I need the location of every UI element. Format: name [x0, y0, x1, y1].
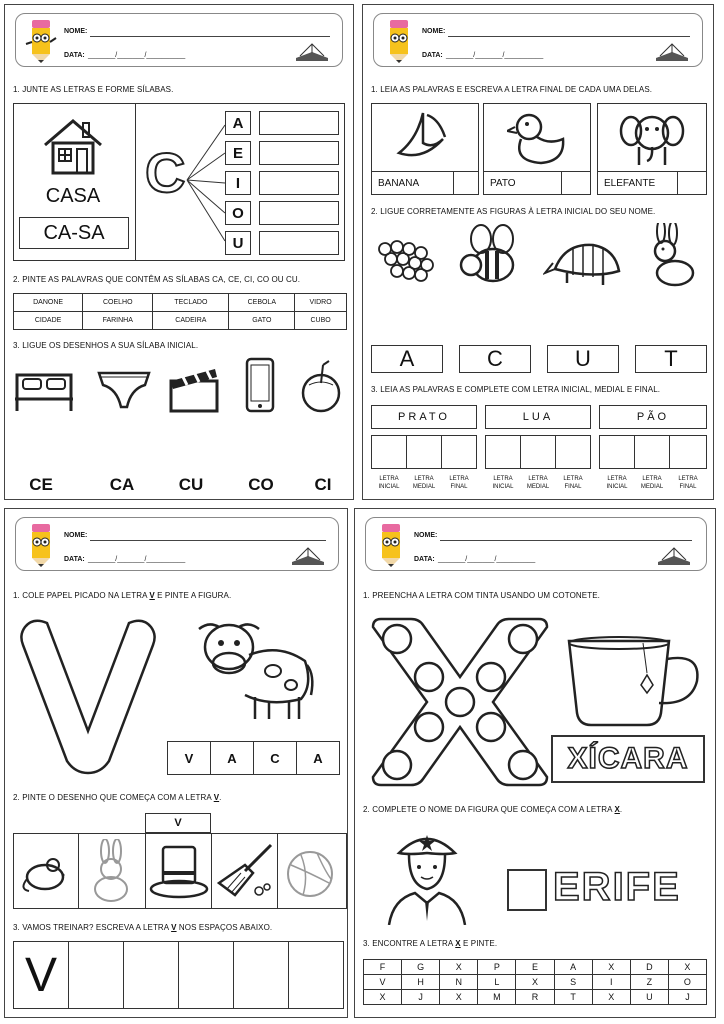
grid-cell[interactable]: X — [364, 990, 402, 1005]
answer-box[interactable] — [485, 435, 521, 469]
question-3: 3. LEIA AS PALAVRAS E COMPLETE COM LETRA INICIAL, MEDIAL E FINAL. — [371, 385, 661, 394]
grid-cell[interactable]: X — [440, 990, 478, 1005]
practice-cell[interactable] — [68, 941, 124, 1009]
word-elefante: ELEFANTE — [604, 178, 656, 189]
bee-icon — [457, 221, 523, 291]
syllable-ca: CA — [109, 475, 135, 494]
word-cell[interactable]: DANONE — [14, 294, 83, 312]
underwear-icon — [95, 367, 153, 413]
question-2 — [13, 793, 221, 802]
word-prato: PRATO — [371, 405, 477, 429]
word-cell[interactable]: GATO — [229, 312, 295, 330]
ball-icon[interactable] — [285, 849, 335, 899]
col-label-line: FINAL — [450, 484, 468, 490]
worksheet-4 — [354, 508, 716, 1018]
q3-text-end: E PINTE. — [460, 939, 498, 948]
clapperboard-icon — [167, 363, 223, 413]
answer-box[interactable] — [677, 171, 707, 195]
ca-sa-box: CA-SA — [19, 217, 129, 249]
pencil-mascot-icon — [24, 18, 58, 64]
q3-letter: X — [455, 939, 461, 948]
vaca-letter: A — [210, 741, 254, 775]
cup-icon — [563, 633, 707, 729]
question-3 — [363, 939, 497, 948]
xicara-word: XÍCARA — [567, 742, 689, 775]
nome-label: NOME: — [422, 28, 446, 35]
grid-cell[interactable]: V — [364, 975, 402, 990]
word-cell[interactable]: TECLADO — [153, 294, 229, 312]
word-pao: PÃO — [599, 405, 707, 429]
erife-word: ERIFE — [553, 865, 681, 909]
answer-box[interactable] — [441, 435, 477, 469]
col-label-line: INICIAL — [492, 484, 514, 490]
answer-box[interactable] — [259, 201, 339, 225]
grid-cell[interactable]: O — [668, 975, 706, 990]
grid-cell[interactable]: I — [592, 975, 630, 990]
col-label — [371, 475, 407, 491]
grid-cell[interactable]: Z — [630, 975, 668, 990]
missing-letter-box[interactable] — [507, 869, 547, 911]
data-line[interactable]: _______/_______/__________ — [88, 556, 186, 563]
coconut-icon — [299, 357, 343, 415]
col-label-line: MEDIAL — [640, 484, 664, 490]
practice-cell[interactable] — [233, 941, 289, 1009]
question-1: 1. JUNTE AS LETRAS E FORME SÍLABAS. — [13, 85, 174, 94]
data-label: DATA: — [64, 556, 85, 563]
q1-letter: V — [149, 591, 155, 600]
syllable-ci: CI — [314, 475, 332, 494]
q3-text-end: NOS ESPAÇOS ABAIXO. — [176, 923, 273, 932]
vaca-letter: A — [296, 741, 340, 775]
syllable-cu: CU — [178, 475, 204, 494]
col-label-line: FINAL — [679, 484, 697, 490]
question-2: 2. PINTE AS PALAVRAS QUE CONTÊM AS SÍLABAS CA, CE, CI, CO OU CU. — [13, 275, 301, 284]
phone-icon — [243, 357, 277, 415]
grid-cell[interactable]: M — [478, 990, 516, 1005]
book-icon — [290, 544, 326, 566]
big-letter-v[interactable] — [13, 613, 163, 777]
q2-text: 2. COMPLETE O NOME DA FIGURA QUE COMEÇA COM A LETRA — [363, 805, 615, 814]
word-pato: PATO — [490, 178, 516, 189]
answer-box[interactable] — [259, 141, 339, 165]
question-3 — [13, 923, 272, 932]
col-label — [441, 475, 477, 491]
mouse-icon[interactable] — [19, 849, 75, 893]
letter-box-a[interactable]: A — [371, 345, 443, 373]
trace-cell: V — [13, 941, 69, 1009]
q1-text-end: E PINTE A FIGURA. — [154, 591, 232, 600]
nome-label: NOME: — [64, 532, 88, 539]
question-1 — [13, 591, 231, 600]
elephant-icon — [617, 107, 687, 169]
picture-divider — [211, 833, 212, 909]
header — [365, 517, 707, 571]
col-label-line: LETRA — [414, 476, 434, 482]
practice-cell[interactable] — [123, 941, 179, 1009]
vowel-box: E — [225, 141, 251, 165]
col-label — [555, 475, 591, 491]
col-label — [634, 475, 670, 491]
col-label — [599, 475, 635, 491]
data-label: DATA: — [414, 556, 435, 563]
book-icon — [654, 40, 690, 62]
word-cell[interactable]: CIDADE — [14, 312, 83, 330]
consonant-c: C — [145, 141, 186, 204]
col-label-line: LETRA — [563, 476, 583, 482]
word-banana: BANANA — [378, 178, 420, 189]
col-label-line: LETRA — [528, 476, 548, 482]
letter-box-c[interactable]: C — [459, 345, 531, 373]
answer-box[interactable] — [520, 435, 556, 469]
sheriff-icon — [385, 825, 469, 925]
word-lua: LUA — [485, 405, 591, 429]
col-label-line: LETRA — [607, 476, 627, 482]
col-label-line: FINAL — [564, 484, 582, 490]
grapes-icon — [375, 233, 439, 285]
hat-label-box: V — [145, 813, 211, 833]
col-label — [520, 475, 556, 491]
rabbit-icon — [641, 223, 701, 289]
data-line[interactable]: _______/_______/__________ — [438, 556, 536, 563]
worksheet-2 — [362, 4, 714, 500]
nome-line[interactable] — [448, 36, 690, 37]
hat-icon[interactable] — [149, 843, 209, 901]
syllable-ce: CE — [29, 475, 53, 494]
vaca-letter: V — [167, 741, 211, 775]
xicara-word-box — [551, 735, 705, 783]
answer-box[interactable] — [555, 435, 591, 469]
word-cell[interactable]: CADEIRA — [153, 312, 229, 330]
nome-line[interactable] — [90, 540, 326, 541]
q3-text: 3. VAMOS TREINAR? ESCREVA A LETRA — [13, 923, 172, 932]
pencil-mascot-icon — [374, 522, 408, 568]
nome-label: NOME: — [414, 532, 438, 539]
word-cell[interactable]: VIDRO — [295, 294, 347, 312]
q2-text: 2. PINTE O DESENHO QUE COMEÇA COM A LETRA — [13, 793, 214, 802]
branch-lines — [185, 115, 229, 245]
answer-box[interactable] — [406, 435, 442, 469]
grid-cell[interactable]: E — [516, 960, 554, 975]
practice-cell[interactable] — [288, 941, 344, 1009]
col-label-line: MEDIAL — [412, 484, 436, 490]
grid-cell[interactable]: F — [364, 960, 402, 975]
grid-cell[interactable]: T — [554, 990, 592, 1005]
col-label-line: LETRA — [678, 476, 698, 482]
grid-cell[interactable]: A — [554, 960, 592, 975]
col-label — [669, 475, 707, 491]
vowel-box: O — [225, 201, 251, 225]
picture-divider — [78, 833, 79, 909]
header — [15, 13, 343, 67]
armadillo-icon — [543, 235, 627, 289]
answer-box[interactable] — [669, 435, 707, 469]
col-label-line: LETRA — [449, 476, 469, 482]
grid-cell[interactable]: S — [554, 975, 592, 990]
nome-label: NOME: — [64, 28, 88, 35]
picture-divider — [145, 833, 146, 909]
bed-icon — [13, 367, 75, 413]
vowel-box: A — [225, 111, 251, 135]
col-label-line: MEDIAL — [526, 484, 550, 490]
header — [15, 517, 339, 571]
book-icon — [656, 544, 692, 566]
question-2 — [363, 805, 622, 814]
answer-box[interactable] — [453, 171, 479, 195]
col-label-line: LETRA — [493, 476, 513, 482]
banana-icon — [393, 109, 457, 167]
data-line[interactable]: _______/_______/__________ — [88, 52, 186, 59]
col-label — [485, 475, 521, 491]
worksheet-3 — [4, 508, 348, 1018]
grid-cell[interactable]: L — [478, 975, 516, 990]
worksheet-1 — [4, 4, 354, 500]
grid-cell[interactable]: X — [592, 960, 630, 975]
big-letter-x[interactable] — [367, 615, 553, 789]
question-1: 1. PREENCHA A LETRA COM TINTA USANDO UM COTONETE. — [363, 591, 600, 600]
col-label-line: LETRA — [642, 476, 662, 482]
grid-cell[interactable]: X — [668, 960, 706, 975]
q3-text: 3. ENCONTRE A LETRA — [363, 939, 456, 948]
house-icon — [41, 115, 105, 177]
answer-box[interactable] — [371, 435, 407, 469]
nome-line[interactable] — [90, 36, 330, 37]
answer-box[interactable] — [599, 435, 635, 469]
header — [373, 13, 703, 67]
answer-box[interactable] — [259, 111, 339, 135]
word-table — [13, 293, 347, 330]
q2-text-end: . — [219, 793, 222, 802]
grid-cell[interactable]: X — [440, 960, 478, 975]
question-3: 3. LIGUE OS DESENHOS A SUA SÍLABA INICIAL. — [13, 341, 199, 350]
word-cell[interactable]: CUBO — [295, 312, 347, 330]
data-label: DATA: — [64, 52, 85, 59]
book-icon — [294, 40, 330, 62]
picture-divider — [277, 833, 278, 909]
vowel-box: U — [225, 231, 251, 255]
rabbit-icon[interactable] — [87, 839, 137, 903]
grid-cell[interactable]: J — [668, 990, 706, 1005]
cow-icon — [189, 615, 319, 725]
grid-cell[interactable]: X — [592, 990, 630, 1005]
question-2: 2. LIGUE CORRETAMENTE AS FIGURAS À LETRA INICIAL DO SEU NOME. — [371, 207, 656, 216]
answer-box[interactable] — [259, 171, 339, 195]
pencil-mascot-icon — [382, 18, 416, 64]
grid-cell[interactable]: U — [630, 990, 668, 1005]
grid-cell[interactable]: H — [402, 975, 440, 990]
answer-box[interactable] — [259, 231, 339, 255]
col-label-line: LETRA — [379, 476, 399, 482]
letter-grid — [363, 959, 707, 1005]
grid-cell[interactable]: D — [630, 960, 668, 975]
broom-icon[interactable] — [215, 843, 275, 901]
word-cell[interactable]: COELHO — [83, 294, 153, 312]
q2-letter: X — [614, 805, 620, 814]
pencil-mascot-icon — [24, 522, 58, 568]
grid-cell[interactable]: P — [478, 960, 516, 975]
data-label: DATA: — [422, 52, 443, 59]
answer-box[interactable] — [561, 171, 591, 195]
syllable-co: CO — [248, 475, 274, 494]
vowel-box: I — [225, 171, 251, 195]
letter-box-u[interactable]: U — [547, 345, 619, 373]
letter-box-t[interactable]: T — [635, 345, 707, 373]
q2-text-end: . — [619, 805, 623, 814]
nome-line[interactable] — [440, 540, 692, 541]
grid-cell[interactable]: J — [402, 990, 440, 1005]
answer-box[interactable] — [634, 435, 670, 469]
duck-icon — [507, 109, 567, 167]
col-label-line: INICIAL — [606, 484, 628, 490]
q1-text: 1. COLE PAPEL PICADO NA LETRA — [13, 591, 150, 600]
word-cell[interactable]: CEBOLA — [229, 294, 295, 312]
col-label-line: INICIAL — [378, 484, 400, 490]
data-line[interactable]: _______/_______/__________ — [446, 52, 544, 59]
grid-cell[interactable]: X — [516, 975, 554, 990]
grid-cell[interactable]: R — [516, 990, 554, 1005]
q2-letter: V — [213, 793, 220, 802]
vaca-letter: C — [253, 741, 297, 775]
casa-word: CASA — [45, 185, 101, 207]
question-1: 1. LEIA AS PALAVRAS E ESCREVA A LETRA FINAL DE CADA UMA DELAS. — [371, 85, 653, 94]
grid-cell[interactable]: N — [440, 975, 478, 990]
q3-letter: V — [171, 923, 177, 932]
casa-divider — [135, 103, 136, 261]
grid-cell[interactable]: G — [402, 960, 440, 975]
practice-cell[interactable] — [178, 941, 234, 1009]
word-cell[interactable]: FARINHA — [83, 312, 153, 330]
col-label — [406, 475, 442, 491]
